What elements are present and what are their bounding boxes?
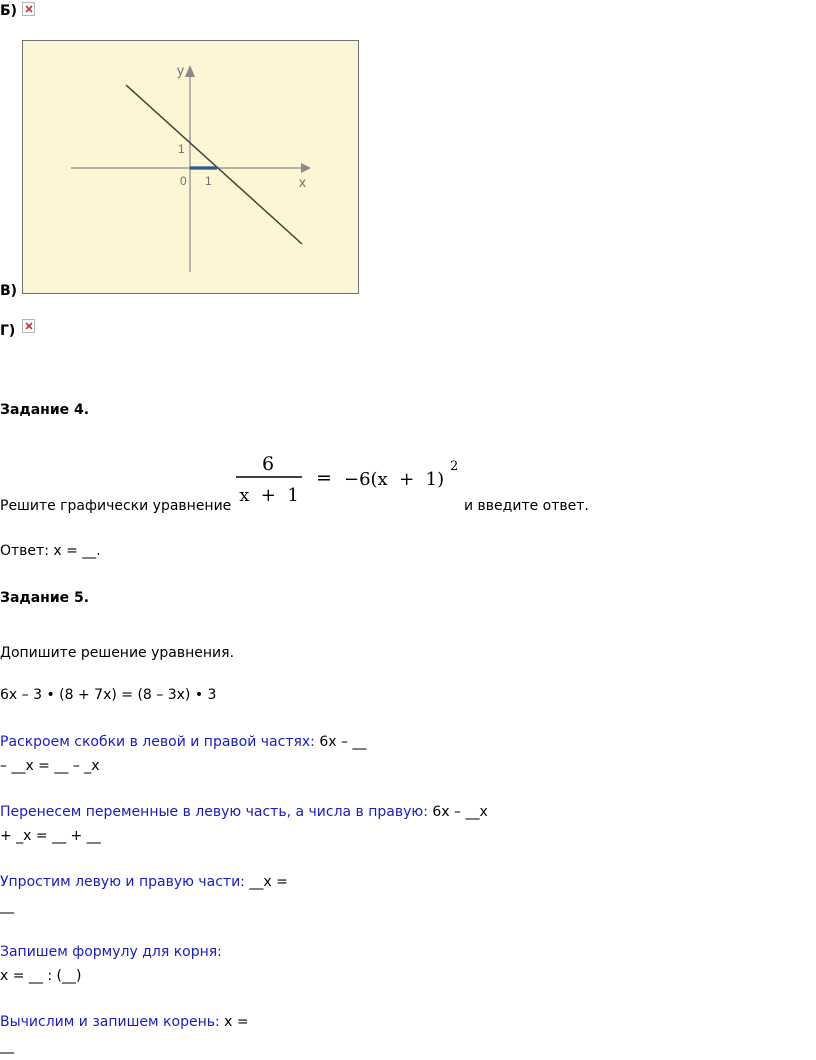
formula-numerator: 6 xyxy=(261,453,275,475)
x-axis-label: x xyxy=(299,174,306,190)
step-3 xyxy=(0,874,288,890)
step-1-text: 6x – __ xyxy=(314,734,367,750)
graph-figure xyxy=(22,40,359,294)
task4-prompt-after: и введите ответ. xyxy=(464,498,589,514)
option-v-label: В) xyxy=(0,283,18,299)
y-tick-label: 1 xyxy=(178,142,185,156)
y-axis-label: y xyxy=(177,62,184,78)
step-2-text: 6x – __x xyxy=(427,804,488,820)
equation-formula xyxy=(232,448,464,512)
step-5 xyxy=(0,1014,249,1030)
task4-prompt-before: Решите графически уравнение xyxy=(0,498,232,514)
task4-heading: Задание 4. xyxy=(0,402,90,418)
step-1-label: Раскроем скобки в левой и правой частях: xyxy=(0,734,315,750)
step-3-text: __x = xyxy=(244,874,288,890)
step-3-continuation: __ xyxy=(0,898,14,914)
broken-image-icon xyxy=(22,319,35,333)
step-2 xyxy=(0,804,488,820)
formula-equals: = xyxy=(316,467,332,489)
step-4-label: Запишем формулу для корня: xyxy=(0,944,222,960)
task5-instruction: Допишите решение уравнения. xyxy=(0,645,235,661)
formula-denominator: x + 1 xyxy=(239,485,299,506)
step-5-continuation: __ xyxy=(0,1038,14,1054)
x-axis-arrow xyxy=(301,163,311,173)
y-axis-arrow xyxy=(185,65,195,77)
step-1 xyxy=(0,734,366,750)
step-1-continuation: – __x = __ – _x xyxy=(0,758,100,774)
step-4 xyxy=(0,944,222,960)
task5-equation: 6x – 3 • (8 + 7x) = (8 – 3x) • 3 xyxy=(0,687,217,703)
step-4-continuation: x = __ : (__) xyxy=(0,968,82,984)
task4-answer: Ответ: x = __. xyxy=(0,543,101,559)
formula-exponent: 2 xyxy=(450,459,459,474)
task5-heading: Задание 5. xyxy=(0,590,90,606)
option-g-label: Г) xyxy=(0,323,16,339)
step-2-label: Перенесем переменные в левую часть, а числа в правую: xyxy=(0,804,428,820)
option-b-label: Б) xyxy=(0,3,18,19)
function-line xyxy=(126,85,302,244)
formula-rhs: −6(x + 1) xyxy=(344,469,445,490)
broken-image-icon xyxy=(22,2,35,16)
step-5-label: Вычислим и запишем корень: xyxy=(0,1014,220,1030)
x-tick-label: 1 xyxy=(205,174,212,188)
step-3-label: Упростим левую и правую части: xyxy=(0,874,245,890)
step-5-text: x = xyxy=(219,1014,249,1030)
step-2-continuation: + _x = __ + __ xyxy=(0,828,101,844)
origin-label: 0 xyxy=(180,174,187,188)
